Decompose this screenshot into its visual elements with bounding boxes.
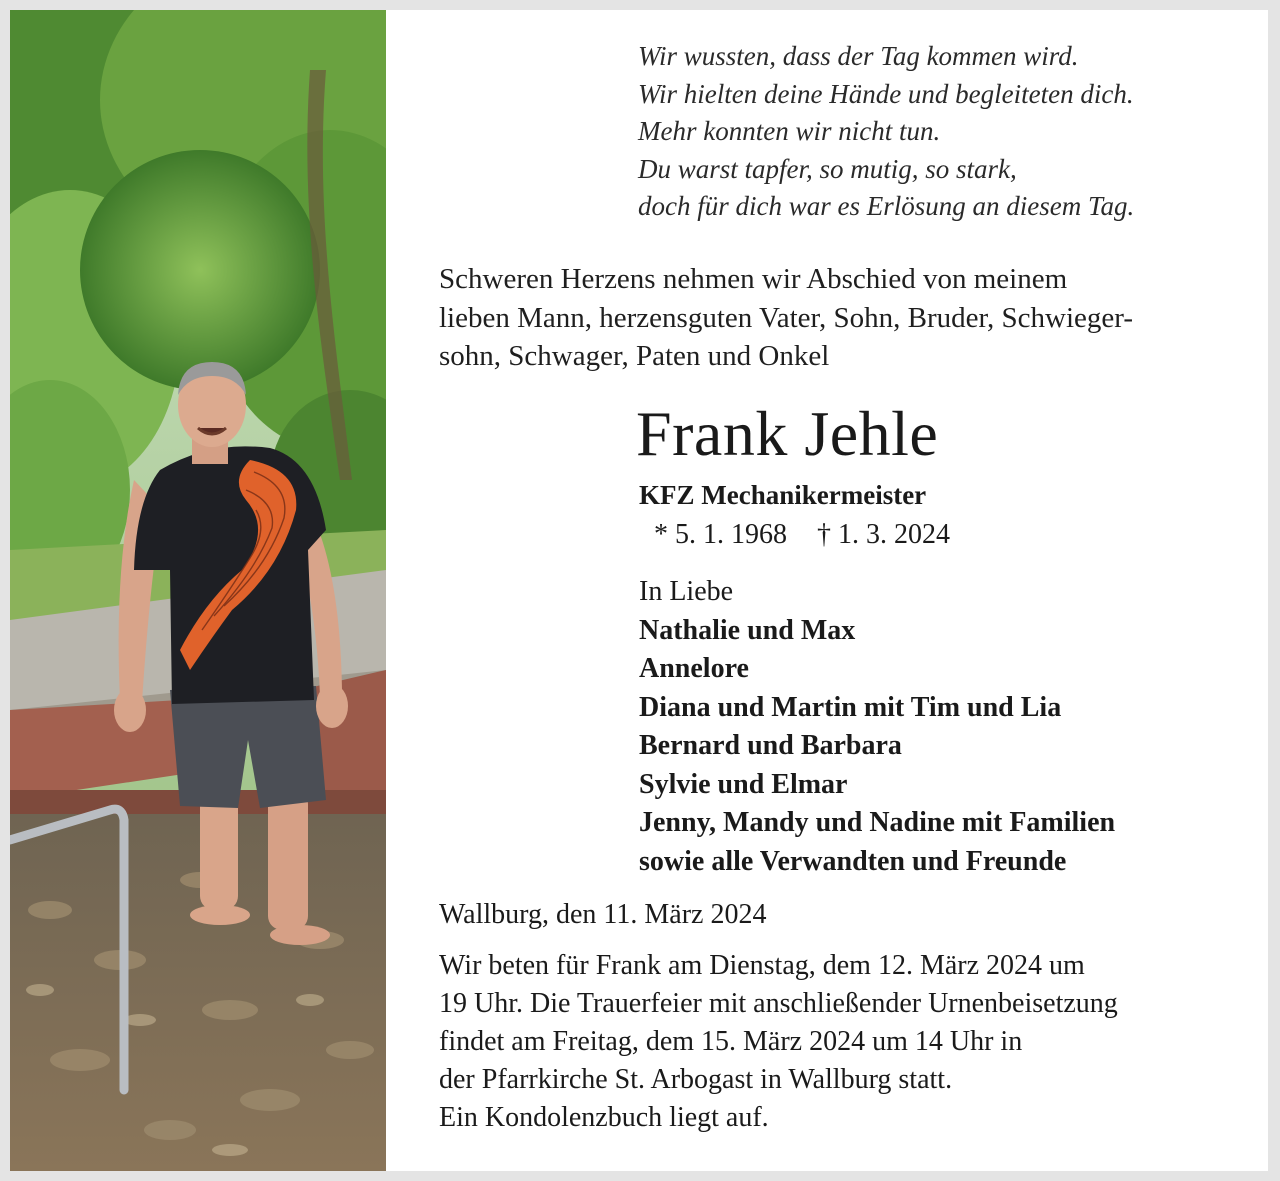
mourner-entry: Bernard und Barbara [639,730,902,761]
memorial-poem [638,38,1258,226]
service-line: der Pfarrkirche St. Arbogast in Wallburg statt. [439,1064,953,1095]
mourners-lead: In Liebe [639,576,734,607]
place-and-date: Wallburg, den 11. März 2024 [439,899,767,930]
mourner-entry: sowie alle Verwandten und Freunde [639,845,1067,877]
mourner-entry: Sylvie und Elmar [639,768,848,800]
service-line: Ein Kondolenzbuch liegt auf. [439,1102,769,1133]
service-details [439,947,1249,1137]
mourner-entry: Annelore [639,653,749,684]
birth-date: * 5. 1. 1968 [654,519,787,550]
deceased-name: Frank Jehle [636,398,939,469]
poem-line: Wir wussten, dass der Tag kommen wird. [638,41,1079,71]
service-line: findet am Freitag, dem 15. März 2024 um 14 Uhr in [439,1026,1023,1057]
portrait-photo [10,10,386,1171]
obituary-notice [10,10,1268,1171]
mourner-entry: Jenny, Mandy und Nadine mit Familien [639,807,1116,838]
farewell-intro [439,260,1239,376]
poem-line: Du warst tapfer, so mutig, so stark, [638,153,1017,184]
mourner-entry: Diana und Martin mit Tim und Lia [639,691,1062,723]
intro-line: sohn, Schwager, Paten und Onkel [439,340,830,372]
poem-line: Mehr konnten wir nicht tun. [638,116,941,146]
death-date: † 1. 3. 2024 [817,519,950,550]
mourner-entry: Nathalie und Max [639,614,856,646]
poem-line: doch für dich war es Erlösung an diesem Tag. [638,191,1135,221]
life-dates [654,517,950,553]
service-line: Wir beten für Frank am Dienstag, dem 12. März 2024 um [439,950,1085,981]
poem-line: Wir hielten deine Hände und begleiteten dich. [638,78,1134,109]
mourners-list [639,573,1115,881]
intro-line: lieben Mann, herzensguten Vater, Sohn, Bruder, Schwieger- [439,301,1133,334]
deceased-profession: KFZ Mechanikermeister [639,480,927,510]
service-line: 19 Uhr. Die Trauerfeier mit anschließender Urnenbeisetzung [439,988,1118,1019]
intro-line: Schweren Herzens nehmen wir Abschied von meinem [439,263,1068,295]
